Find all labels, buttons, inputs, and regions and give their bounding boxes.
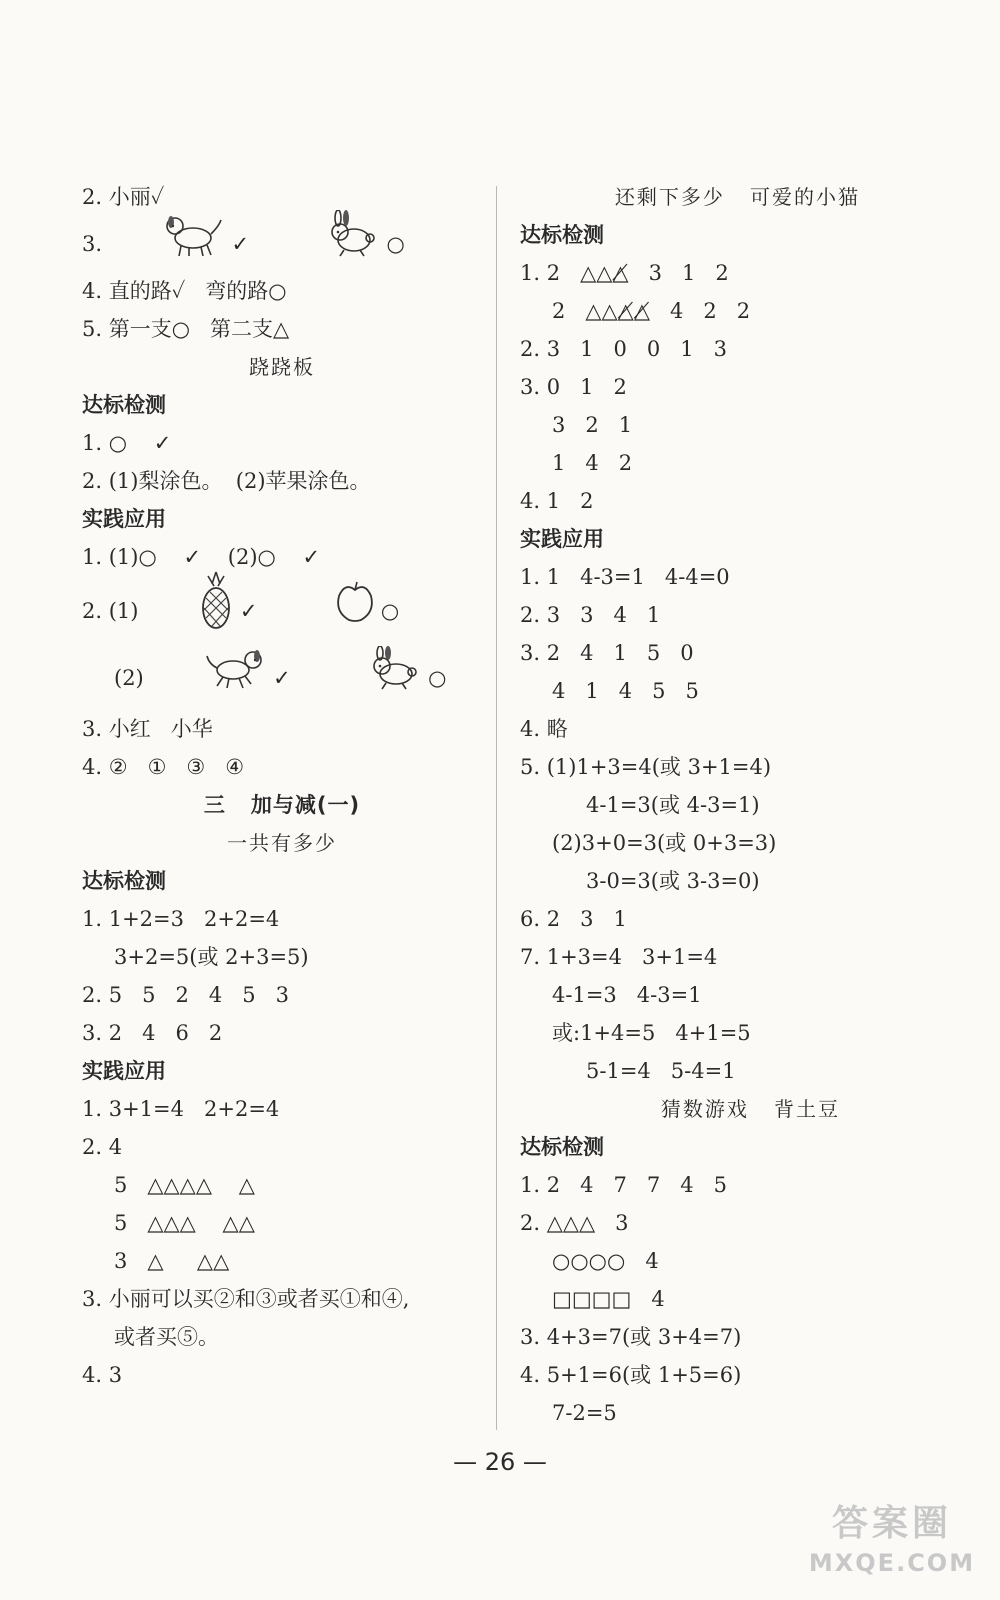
answer-line: 5 △△△ △△	[114, 1211, 255, 1235]
check-mark: ✓	[231, 232, 250, 256]
answer-line: 4-1=3(或 4-3=1)	[586, 793, 760, 817]
answer-line: ○○○○ 4	[552, 1249, 659, 1273]
answer-line: 4. 略	[520, 717, 568, 741]
answer-line: 7. 1+3=4 3+1=4	[520, 945, 718, 969]
subsection-title: 猜数游戏 背土豆	[660, 1097, 840, 1121]
answer-line: 或:1+4=5 4+1=5	[552, 1021, 751, 1045]
answer-number: (2)	[114, 666, 144, 690]
answer-number: 3.	[82, 232, 103, 256]
check-mark: ✓	[239, 599, 258, 623]
answer-line: 4. 1 2	[520, 489, 594, 513]
answer-line: 3. 小红 小华	[82, 717, 213, 741]
answer-line: 3. 2 4 1 5 0	[520, 641, 694, 665]
answer-line: 5 △△△△ △	[114, 1173, 255, 1197]
answer-line: 4. 5+1=6(或 1+5=6)	[520, 1363, 742, 1387]
column-divider	[496, 186, 497, 1430]
watermark-text: 答案圈	[831, 1503, 952, 1544]
rabbit-icon	[273, 154, 380, 335]
answer-line: 3 2 1	[552, 413, 633, 437]
watermark-logo	[802, 1500, 982, 1592]
answer-line: 1. 2 △△△̸ 3 1 2	[520, 261, 729, 285]
answer-line: 3. 0 1 2	[520, 375, 627, 399]
subsection-title: 跷跷板	[249, 355, 315, 379]
section-heading: 实践应用	[520, 527, 604, 551]
left-column	[82, 178, 482, 1394]
answer-line: 1. 2 4 7 7 4 5	[520, 1173, 728, 1197]
circle-mark: ○	[428, 666, 447, 690]
answer-line: 7-2=5	[552, 1401, 617, 1425]
check-mark: ✓	[273, 666, 291, 690]
answer-line: 2. (1)梨涂色。 (2)苹果涂色。	[82, 469, 371, 493]
subsection-title: 还剩下多少 可爱的小猫	[614, 185, 860, 209]
answer-line: 6. 2 3 1	[520, 907, 627, 931]
answer-line: 或者买⑤。	[114, 1325, 219, 1349]
answer-line: 3 △ △△	[114, 1249, 230, 1273]
right-column	[520, 178, 920, 1432]
answer-line: 3. 4+3=7(或 3+4=7)	[520, 1325, 742, 1349]
answer-line: 3-0=3(或 3-3=0)	[586, 869, 760, 893]
answer-line: 1. 1+2=3 2+2=4	[82, 907, 280, 931]
answer-line: 4. ② ① ③ ④	[82, 755, 245, 779]
section-heading: 实践应用	[82, 1059, 166, 1083]
section-heading: 实践应用	[82, 507, 166, 531]
answer-line: □□□□ 4	[552, 1287, 665, 1311]
answer-line: 1. 1 4-3=1 4-4=0	[520, 565, 730, 589]
section-heading: 达标检测	[520, 223, 604, 247]
answer-line-pictures	[82, 646, 482, 710]
subsection-title: 一共有多少	[227, 831, 337, 855]
answer-line: 4-1=3 4-3=1	[552, 983, 702, 1007]
answer-line: 3. 2 4 6 2	[82, 1021, 223, 1045]
circle-mark: ○	[380, 599, 400, 623]
rabbit-icon	[315, 590, 422, 767]
answer-line: 5-1=4 5-4=1	[586, 1059, 736, 1083]
answer-line: 2. 3 1 0 0 1 3	[520, 337, 728, 361]
answer-line: 1. ○ ✓	[82, 431, 172, 455]
answer-line: 1. 3+1=4 2+2=4	[82, 1097, 280, 1121]
answer-line: 2. △△△ 3	[520, 1211, 629, 1235]
answer-line: 5. (1)1+3=4(或 3+1=4)	[520, 755, 772, 779]
answer-line: 1. (1)○ ✓ (2)○ ✓	[82, 545, 321, 569]
answer-line: 2. 3 3 4 1	[520, 603, 661, 627]
circle-mark: ○	[386, 232, 405, 256]
answer-line: 2 △△△̸△̸ 4 2 2	[552, 299, 751, 323]
page-number: — 26 —	[453, 1448, 547, 1476]
answer-line: 4. 3	[82, 1363, 123, 1387]
answer-line: 4 1 4 5 5	[552, 679, 699, 703]
answer-line: 5. 第一支○ 第二支△	[82, 317, 290, 341]
answer-line: 2. 5 5 2 4 5 3	[82, 983, 290, 1007]
answer-line-pictures	[82, 216, 482, 272]
answer-line: 4. 直的路✓ 弯的路○	[82, 279, 287, 303]
watermark-url: MXQE.COM	[808, 1549, 976, 1577]
section-heading: 达标检测	[520, 1135, 604, 1159]
answer-line: 3+2=5(或 2+3=5)	[114, 945, 309, 969]
answer-line: 1 4 2	[552, 451, 633, 475]
answer-line: 2. 小丽✓	[82, 185, 165, 209]
section-heading: 达标检测	[82, 869, 166, 893]
answer-line: (2)3+0=3(或 0+3=3)	[552, 831, 777, 855]
answer-line: 2. 4	[82, 1135, 123, 1159]
chapter-title: 三 加与减(一)	[203, 793, 361, 817]
answer-line: 3. 小丽可以买②和③或者买①和④,	[82, 1287, 410, 1311]
answer-number: 2. (1)	[82, 599, 139, 623]
section-heading: 达标检测	[82, 393, 166, 417]
